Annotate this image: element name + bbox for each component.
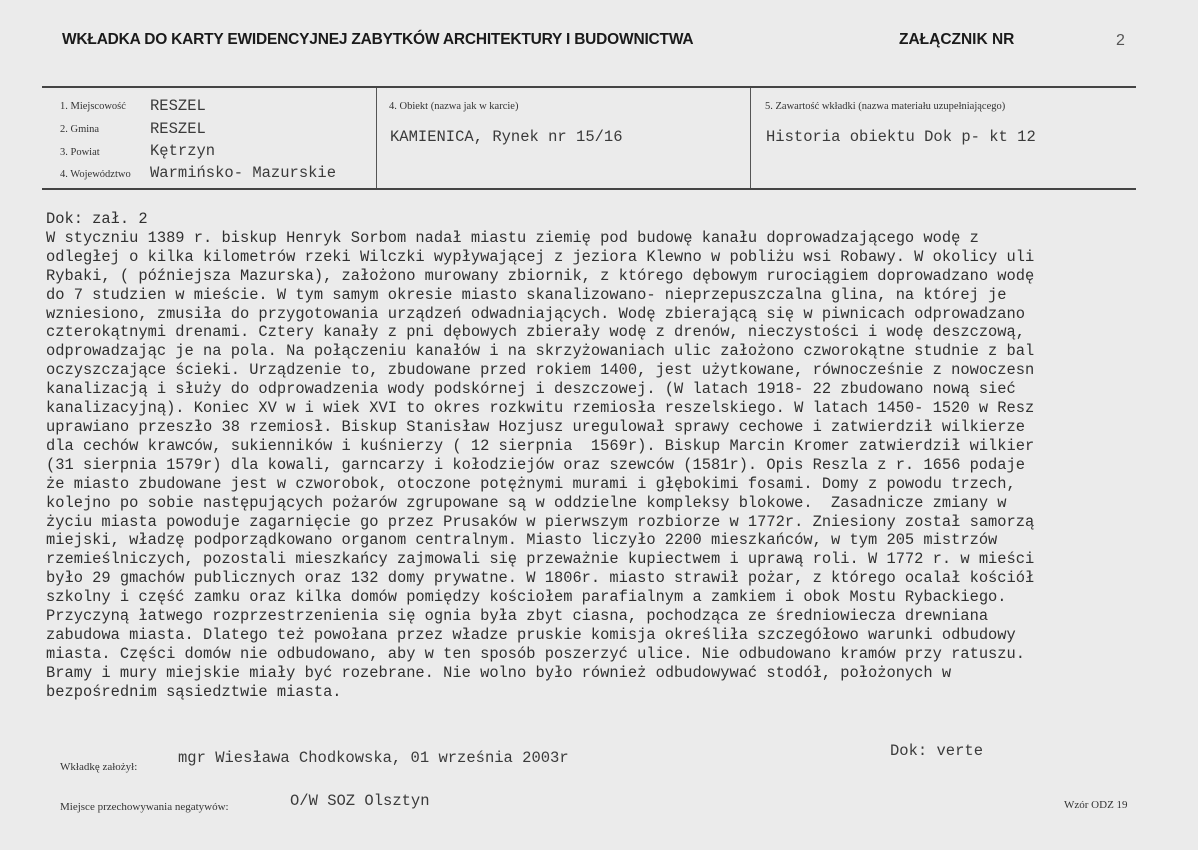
text-line: czterokątnymi drenami. Cztery kanały z pni dębowych zbierały wodę z drenów, nieczystości i wodę deszczową, [46,323,1026,342]
text-line: rzemieślniczych, pozostali mieszkańcy zajmowali się przeważnie kupiectwem i uprawą roli. W 1772 r. w mieści [46,550,1035,569]
text-line: W styczniu 1389 r. biskup Henryk Sorbom nadał miastu ziemię pod budowę kanału doprowadzającego wodę z [46,228,979,247]
powiat-value: Kętrzyn [150,142,216,160]
object-label: 4. Obiekt (nazwa jak w karcie) [389,101,519,112]
text-line: (31 sierpnia 1579r) dla kowali, garncarzy i kołodziejów oraz szewców (1581r). Opis Reszla z r. 1656 podaje [46,455,1026,474]
text-line: miejski, władzę podporządkowano organom centralnym. Miasto liczyło 2200 mieszkańców, w tym 205 mistrzów [46,531,998,550]
text-line: szkolny i część zamku oraz kilka domów pomiędzy kościołem parafialnym a zamkiem i obok Mostu Rybackiego. [46,588,1007,607]
column-divider-1 [376,88,377,188]
prepared-by-value: mgr Wiesława Chodkowska, 01 września 2003r [178,749,569,767]
history-text [46,210,1186,702]
gmina-label: 2. Gmina [60,124,100,135]
text-line: było 29 gmachów publicznych oraz 132 domy prywatne. W 1806r. miasto strawił pożar, z którego ocalał kościół [46,569,1035,588]
text-line: Bramy i mury miejskie miały być rozebrane. Nie wolno było również odbudowywać stodół, położonych w [46,663,952,682]
text-line: kolejno po sobie następujących pożarów zgrupowane są w oddzielne kompleksy blokowe. Zasadnicze zmiany w [46,493,1007,512]
miejscowosc-label: 1. Miejscowość [60,101,126,112]
text-line: odprowadzając je na pola. Na połączeniu kanałów i na skrzyżowaniach ulic założono czworokątne studnie z bal [46,342,1035,361]
form-code: Wzór ODZ 19 [1064,799,1128,811]
column-divider-2 [750,88,751,188]
text-line: dla cechów krawców, sukienników i kuśnierzy ( 12 sierpnia 1569r). Biskup Marcin Kromer zatwierdził wilkier [46,436,1035,455]
text-line: miasta. Części domów nie odbudowano, aby w ten sposób poszerzyć ulice. Nie odbudowano kramów przy ratuszu. [46,644,1026,663]
miejscowosc-value: RESZEL [150,97,206,115]
text-line: bezpośrednim sąsiedztwie miasta. [46,682,342,701]
annex-number: 2 [1116,32,1125,49]
text-line: odległej o kilka kilometrów rzeki Wilczki wypływającej z jeziora Klewno w pobliżu wsi Robawy. W okolicy uli [46,247,1035,266]
form-title: WKŁADKA DO KARTY EWIDENCYJNEJ ZABYTKÓW ARCHITEKTURY I BUDOWNICTWA [62,31,694,48]
text-line: uprawiano przeszło 38 rzemiosł. Biskup Stanisław Hozjusz uregulował sprawy cechowe i zatwierdził wilkierze [46,417,1026,436]
text-line: wzniesiono, zmusiła do przygotowania urządzeń odwadniających. Wodę zbierającą się w piwnicach odprowadzano [46,304,1026,323]
text-line: kanalizacyjną). Koniec XV w i wiek XVI to okres rozkwitu rzemiosła reszelskiego. W latach 1450- 1520 w Resz [46,399,1035,418]
text-line: zabudowa miasta. Dlatego też powołana przez władze pruskie komisja określiła szczegółowo warunki odbudowy [46,625,1016,644]
prepared-by-label: Wkładkę założył: [60,761,138,773]
negatives-label: Miejsce przechowywania negatywów: [60,801,229,813]
text-line: Przyczyną łatwego rozprzestrzenienia się ognia była zbyt ciasna, pochodząca ze średniowiecza drewniana [46,607,989,626]
insert-content-value: Historia obiektu Dok p- kt 12 [766,128,1036,146]
text-line: do 7 studzien w mieście. W tym samym okresie miasto skanalizowano- nieprzepuszczalna glina, na której je [46,285,1007,304]
negatives-value: O/W SOZ Olsztyn [290,792,430,810]
header-rule-bottom [42,188,1136,190]
text-line: życiu miasta powoduje zagarnięcie go przez Prusaków w pierwszym rozbiorze w 1772r. Zniesiony został samorzą [46,512,1035,531]
text-line: że miasto zbudowane jest w czworobok, otoczone potężnymi murami i głębokimi fosami. Domy z powodu trzech, [46,474,1016,493]
object-value: KAMIENICA, Rynek nr 15/16 [390,128,623,146]
text-line: kanalizacją i służy do odprowadzenia wody podskórnej i deszczowej. (W latach 1918- 22 zbudowano nową sieć [46,380,1016,399]
text-line: oczyszczające ścieki. Urządzenie to, zbudowane przed rokiem 1400, jest użytkowane, równocześnie z nowoczesn [46,361,1035,380]
wojewodztwo-value: Warmińsko- Mazurskie [150,164,337,182]
text-line: Rybaki, ( późniejsza Mazurska), założono murowany zbiornik, z którego dębowym rurociągiem doprowadzano wodę [46,266,1035,285]
header-rule-top [42,86,1136,88]
insert-content-label: 5. Zawartość wkładki (nazwa materiału uzupełniającego) [765,101,1006,112]
wojewodztwo-label: 4. Województwo [60,169,131,180]
text-line: Dok: zał. 2 [46,210,148,228]
gmina-value: RESZEL [150,120,206,138]
powiat-label: 3. Powiat [60,147,100,158]
verso-note: Dok: verte [890,742,984,760]
annex-label: ZAŁĄCZNIK NR [899,31,1015,48]
